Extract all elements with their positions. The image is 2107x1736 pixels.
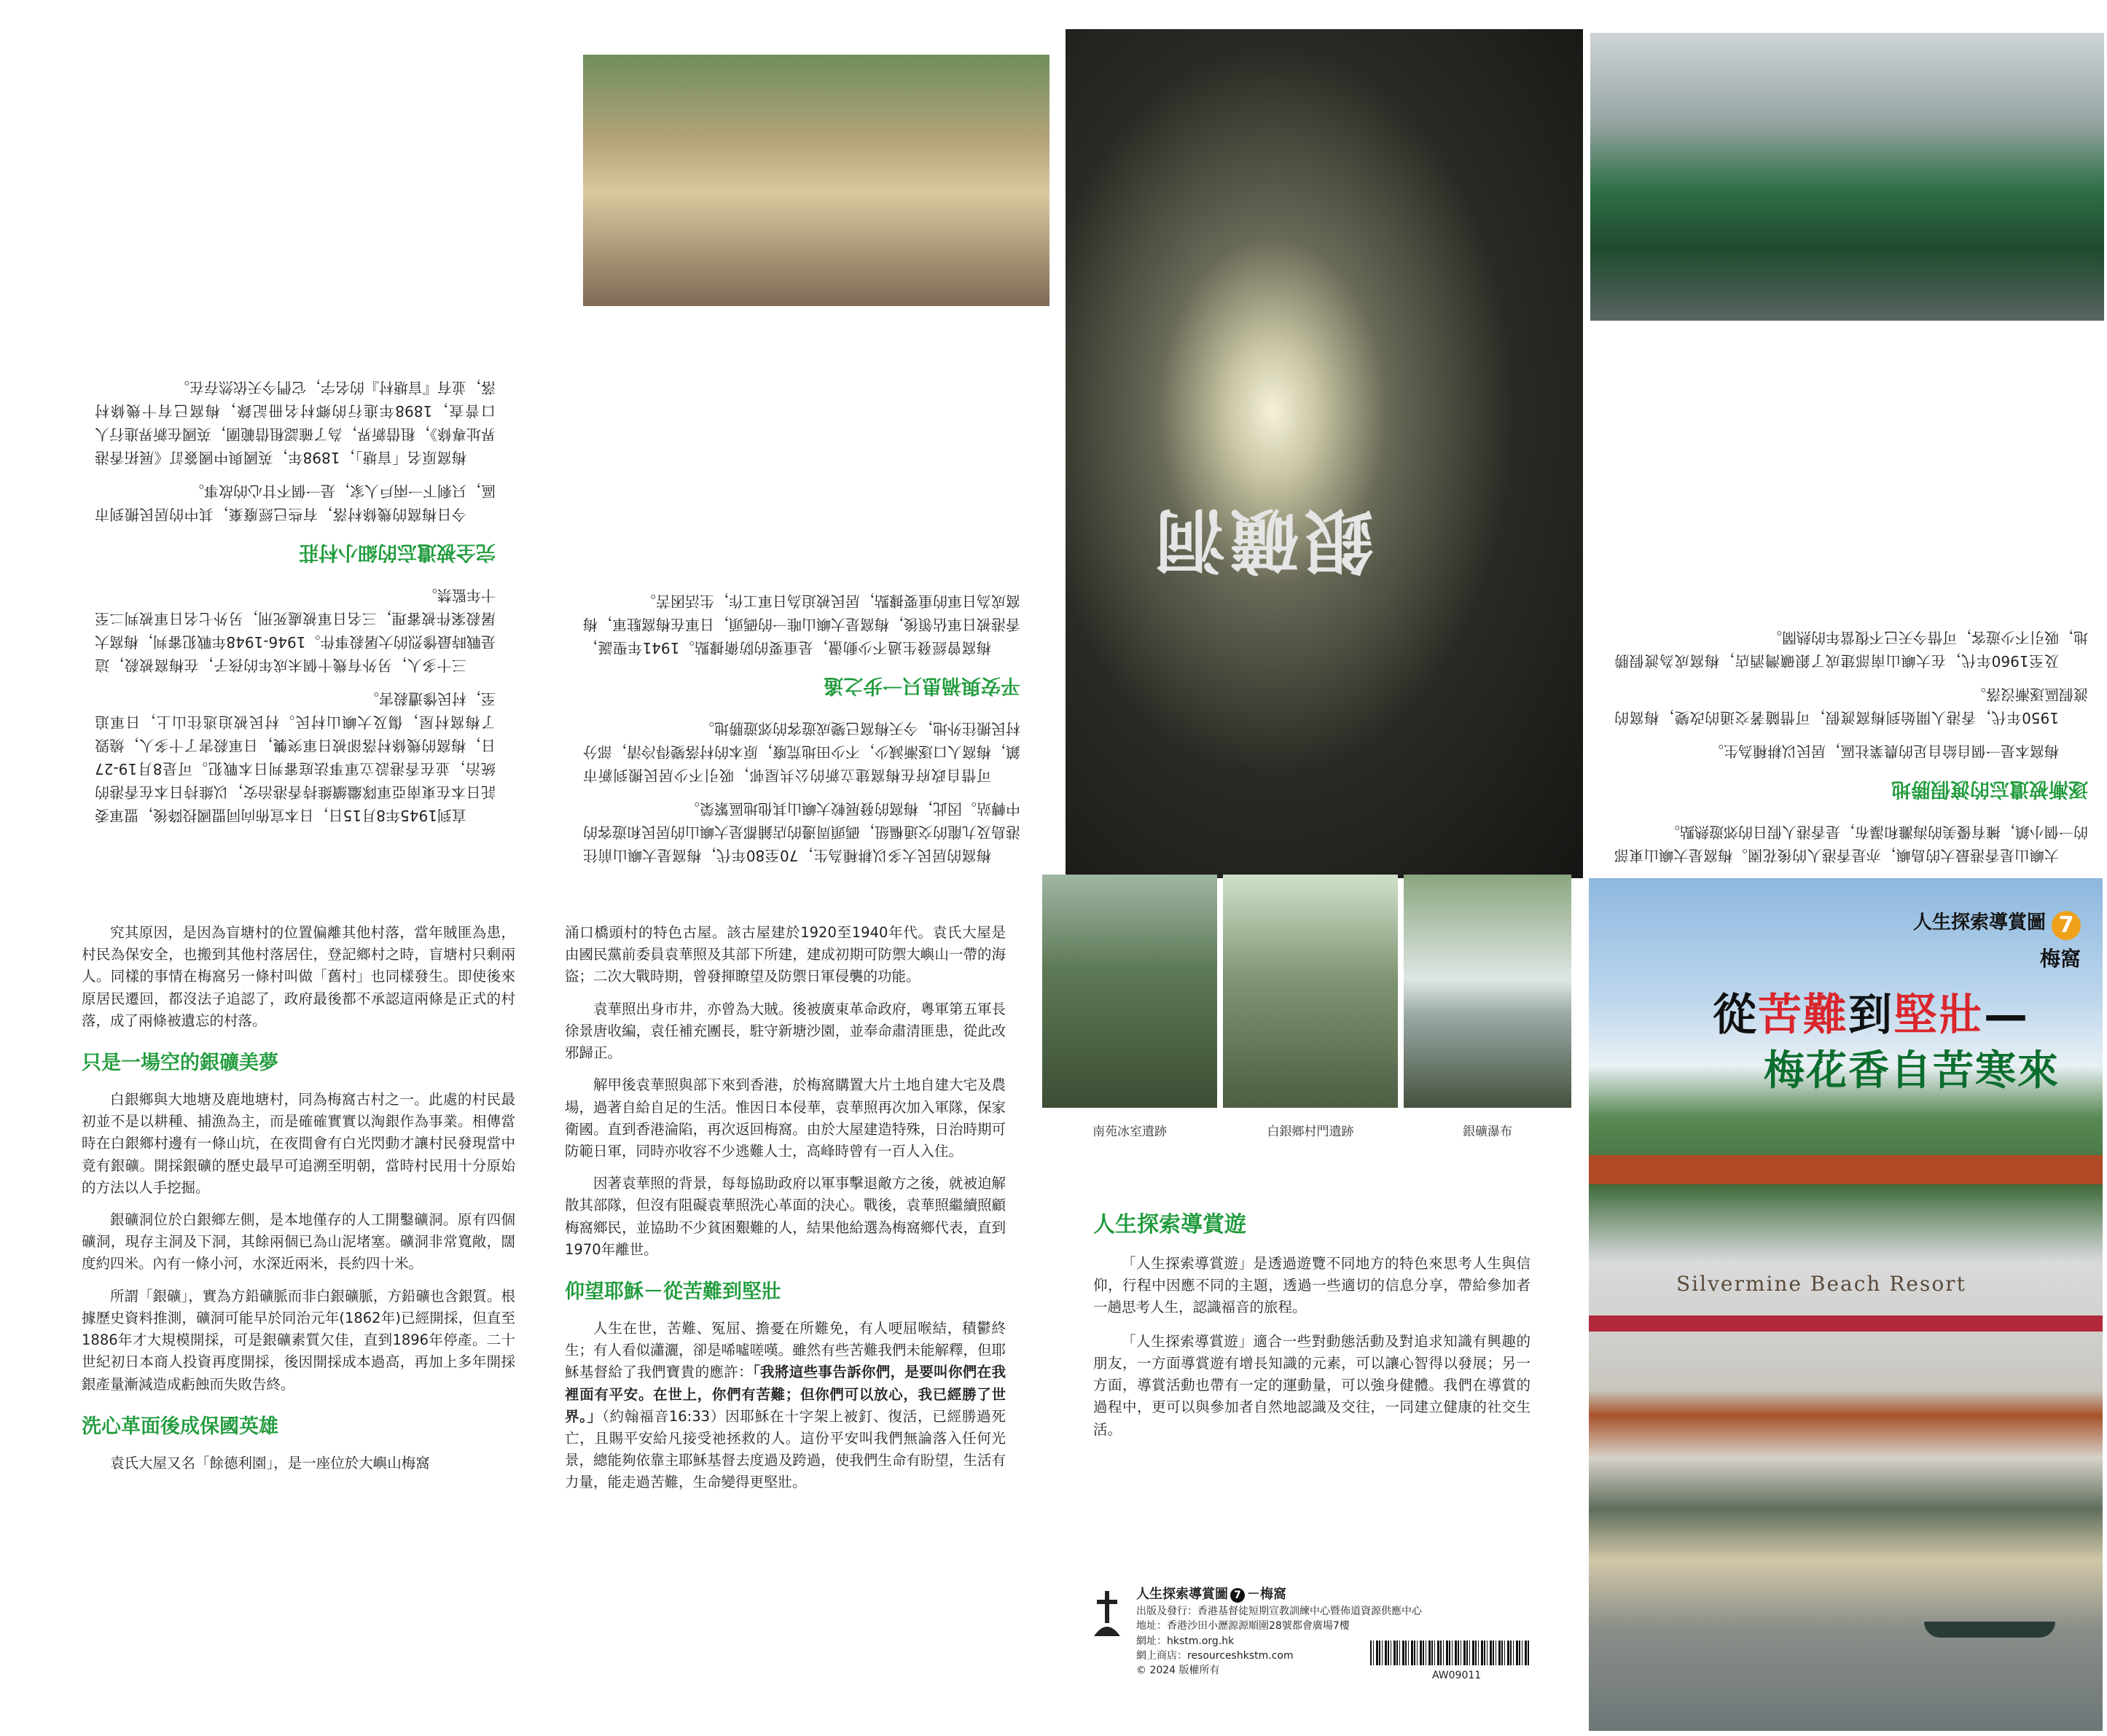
rotated-heading-resort: 逐漸被遺忘的渡假勝地 — [1891, 778, 2088, 800]
title-part: 從 — [1713, 990, 1758, 1041]
imprint-title-prefix: 人生探索導賞圖 — [1136, 1587, 1228, 1602]
column-b — [565, 922, 1006, 1724]
rotated-paragraph: 1950年代，香港人開始到梅窩渡假，可惜隨著交通的改變，梅窩的渡假區逐漸沒落。 — [1614, 685, 2088, 727]
nam-yuen-ice-house-ruins-photo — [1042, 875, 1217, 1108]
imprint-copyright: © 2024 版權所有 — [1136, 1665, 1220, 1677]
heading-patriot-hero: 洗心革面後成保國英雄 — [82, 1415, 278, 1438]
paragraph: 白銀鄉與大地塘及鹿地塘村，同為梅窩古村之一。此處的村民最初並不是以耕種、捕漁為主，而是確確實實以淘銀作為事業。相傳當時在白銀鄉村邊有一條山坑，在夜間會有白光閃動才讓村民發現當中竟有銀礦。開採銀礦的歷史最早可追溯至明朝，當時村民用十分原始的方法以人手挖掘。 — [82, 1090, 515, 1196]
rotated-column-3 — [1600, 321, 2103, 875]
caption-village-gate: 白銀鄉村門遺跡 — [1267, 1125, 1354, 1139]
title-part: 到 — [1848, 990, 1893, 1041]
resort-roof — [1589, 1155, 2103, 1184]
scripture-intro: 人生在世，苦難、冤屈、擔憂在所難免，有人哽屈喉結，積鬱終生；有人看似瀟灑，卻是唏噓嗟嘆。雖然有些苦難我們未能解釋，但耶穌基督給了我們寶貴的應許： — [565, 1319, 1006, 1381]
heading-look-to-jesus: 仰望耶穌－從苦難到堅壯 — [565, 1281, 781, 1304]
paragraph: 銀礦洞位於白銀鄉左側，是本地僅存的人工開鑿礦洞。原有四個礦洞，現存主洞及下洞，其餘兩個已為山泥堵塞。礦洞非常寬敞，闊度約四米。內有一條小河，水深近兩米，長約四十米。 — [82, 1211, 515, 1272]
paragraph: 袁氏大屋又名「餘德利園」，是一座位於大嶼山梅窩 — [110, 1454, 430, 1471]
resort-awning — [1589, 1315, 2103, 1332]
cover-series: 人生探索導賞圖 — [1912, 912, 2046, 934]
imprint-website: 網址：hkstm.org.hk — [1136, 1635, 1235, 1647]
rotated-paragraph: 梅窩的居民大多以耕種為生，70至80年代，梅窩是大嶼山前往港島及九龍的交通樞紐，碼頭周邊的店鋪都是大嶼山的居民和遊客的中轉站。因此，梅窩的發展較大嶼山其他地區繁榮。 — [583, 800, 1020, 864]
title-part-red: 堅壯 — [1893, 990, 1984, 1041]
rotated-paragraph: 大嶼山是香港最大的島嶼，亦是香港人的後花園。梅窩是大嶼山東部的一個小鎮，擁有優美的海灘和瀑布，是香港人假日的郊遊熱點。 — [1614, 824, 2088, 864]
rotated-paragraph: 直到1945年8月15日，日本宣佈向同盟國投降後，盟軍委託日本在東南亞軍隊繼續維持香港治安，以維持日本在香港的統治，並在香港設立軍事法庭審判日本戰犯。可是8月19-27日，梅窩的幾條村落卻被日軍突襲，日軍殺害了十多人，燒毀了梅窩村屋，傷及大嶼山村民。村民被迫逃往山上，日軍追至，村民慘遭殺害。 — [95, 690, 496, 824]
rotated-paragraph: 今日梅窩的幾條村落，有些已經廢棄，其中的居民搬到市區，只剩下一兩戶人家，是一個不甘心的故事。 — [95, 482, 496, 523]
boat — [1924, 1622, 2055, 1638]
village-houses-photo — [583, 55, 1049, 306]
cover-series-label — [1913, 907, 2081, 972]
imprint-title — [1136, 1585, 1541, 1604]
intro-paragraph: 「人生探索導賞遊」適合一些對動態活動及對追求知識有興趣的朋友，一方面導賞遊有增長知識的元素，可以讓心智得以發展；另一方面，導賞活動也帶有一定的運動量，可以強身健體。我們在導賞的過程中，更可以與參加者自然地認識及交往，一同建立健康的社交生活。 — [1093, 1332, 1531, 1438]
silver-mine-waterfall-photo — [1404, 875, 1571, 1108]
pak-ngan-heung-gate-photo — [1223, 875, 1398, 1108]
paragraph: 解甲後袁華照與部下來到香港，於梅窩購置大片土地自建大宅及農場，過著自給自足的生活。惟因日本侵華，袁華照再次加入軍隊，保家衛國。直到香港淪陷，再次返回梅窩。由於大屋建造特殊，日治時期可防範日軍，同時亦收容不少逃難人士，高峰時曾有一百人入住。 — [565, 1076, 1006, 1160]
rotated-paragraph: 及至1960年代，在大嶼山南部建成了銀礦灣酒店，梅窩成為渡假勝地，吸引不少遊客，可惜今天已不復當年的熱鬧。 — [1614, 628, 2088, 670]
imprint-number-badge: 7 — [1230, 1588, 1245, 1603]
product-code: AW09011 — [1432, 1670, 1482, 1681]
rotated-paragraph: 梅窩曾經發生過不少動盪，是重要的防衛據點。1941年聖誕，香港被日軍佔領後，梅窩是大嶼山唯一的碼頭，日軍在梅窩駐軍，梅窩成為日軍的重要據點，居民被迫為日軍工作，生活困苦。 — [583, 592, 1020, 657]
imprint-publisher: 出版及發行：香港基督徒短期宣教訓練中心暨佈道資源供應中心 — [1136, 1606, 1422, 1618]
resort-sign: Silvermine Beach Resort — [1676, 1272, 1966, 1296]
paragraph: 因著袁華照的背景，每每協助政府以軍事擊退敵方之後，就被迫解散其部隊，但沒有阻礙袁華照洗心革面的決心。戰後，袁華照繼續照顧梅窩鄉民，並協助不少貧困艱難的人，結果他給選為梅窩鄉代表，直到1970年離世。 — [565, 1175, 1006, 1258]
cover-place: 梅窩 — [2039, 946, 2081, 971]
silver-mine-cave-photo — [1066, 29, 1583, 878]
paragraph: 涌口橋頭村的特色古屋。該古屋建於1920至1940年代。袁氏大屋是由國民黨前委員袁華照及其部下所建，建成初期可防禦大嶼山一帶的海盜；二次大戰時期，曾發揮瞭望及防禦日軍侵襲的功能。 — [565, 924, 1006, 985]
caption-waterfall: 銀礦瀑布 — [1463, 1125, 1512, 1139]
cover-number-badge: 7 — [2052, 911, 2081, 940]
rotated-heading-peace: 平安與禍患只一步之遙 — [824, 674, 1020, 697]
rotated-paragraph: 可惜自政府在梅窩建立新的公共屋邨，吸引不少居民搬到新市鎮，梅窩人口逐漸減少，不少田地荒廢，原本的村落變得冷清，部分村民搬往外地，今天梅窩已變成遊客的郊遊勝地。 — [583, 720, 1020, 784]
rotated-heading-lost-villages: 完全被遺忘的細小村莊 — [299, 541, 496, 563]
paragraph: 究其原因，是因為盲塘村的位置偏離其他村落，當年賊匪為患，村民為保安全，也搬到其他村落居住，登記鄉村之時，盲塘村只剩兩人。同樣的事情在梅窩另一條村叫做「舊村」也同樣發生。即使後來原居民遷回，都沒法子追認了，政府最後都不承認這兩條是正式的村落，成了兩條被遺忘的村落。 — [82, 924, 515, 1029]
bus-terminus-photo — [1590, 33, 2104, 321]
imprint-address: 地址：香港沙田小瀝源源順圍28號都會廣場7樓 — [1136, 1620, 1350, 1633]
caption-ice-house: 南苑冰室遺跡 — [1092, 1125, 1167, 1139]
scripture-reflection: （約翰福音16:33）因耶穌在十字架上被釘、復活，已經勝過死亡，且賜平安給凡接受祂拯救的人。這份平安叫我們無論落入任何光景，總能夠依靠主耶穌基督去度過及跨過，使我們生命有盼望，生活有力量，能走過苦難，生命變得更堅壯。 — [565, 1407, 1006, 1491]
rotated-paragraph: 梅窩本是一個自給自足的農業社區，居民以耕種為生。 — [1709, 742, 2059, 760]
intro-section — [1093, 1206, 1531, 1483]
heading-silver-mine-dream: 只是一場空的銀礦美夢 — [82, 1052, 278, 1075]
paragraph-scripture — [565, 1318, 1006, 1494]
rotated-paragraph: 梅窩原名「盲塘」，1898年，英國與中國簽訂《展拓香港界址專條》，租借新界，為了確認租借範圍，英國在新界進行人口普查，1898年進行的鄉村名冊記錄，梅窩已有十幾條村落，並有『盲塘村』的名字，它們今天依然存在。 — [95, 378, 496, 466]
paragraph: 袁華照出身市井，亦曾為大賊。後被廣東革命政府，粵軍第五軍長徐景唐收編，袁任補充團長，駐守新塘沙園，並奉命肅清匪患，從此改邪歸正。 — [565, 1000, 1006, 1062]
rotated-column-2 — [568, 321, 1035, 875]
rotated-column-1 — [80, 40, 510, 834]
cover-title — [1713, 980, 2092, 1043]
cover-photo-silvermine-beach — [1589, 878, 2103, 1731]
scripture-quote: 「我將這些事告訴你們，是要叫你們在我裡面有平安。在世上，你們有苦難；但你們可以放心，我已經勝了世界。」 — [565, 1364, 1006, 1425]
paragraph: 所謂「銀礦」，實為方鉛礦脈而非白銀礦脈，方鉛礦也含銀質。根據歷史資料推測，礦洞可能早於同治元年(1862年)已經開採，但直至1886年才大規模開採，可是銀礦素質欠佳，直到1896年停產。二十世紀初日本商人投資再度開採，後因開採成本過高，再加上多年開採銀產量漸減造成虧蝕而失敗告終。 — [82, 1287, 515, 1393]
intro-paragraph: 「人生探索導賞遊」是透過遊覽不同地方的特色來思考人生與信仰，行程中因應不同的主題，透過一些適切的信息分享，帶給參加者一趟思考人生，認識福音的旅程。 — [1093, 1255, 1531, 1316]
title-part-red: 苦難 — [1758, 990, 1848, 1041]
imprint-title-suffix: －梅窩 — [1247, 1587, 1286, 1602]
imprint-block — [1090, 1585, 1541, 1702]
title-dash: — — [1984, 990, 2029, 1041]
barcode — [1370, 1641, 1531, 1665]
publisher-logo-icon — [1090, 1588, 1125, 1639]
rotated-paragraph: 三十多人，另外有幾十個未成年的孩子，在梅窩被殺，這是戰時最慘烈的大屠殺事件。1946-1948年戰犯審判，梅窩大屠殺案件被審理，三名日軍被處死刑，另外七名日軍被判二至十年監禁。 — [95, 587, 496, 674]
column-a — [82, 922, 515, 1724]
imprint-shop: 網上商店：resourceshkstm.com — [1136, 1649, 1294, 1662]
cover-subtitle: 梅花香自苦寒來 — [1764, 1047, 2060, 1095]
cave-stamp-label: 銀礦洞 — [1151, 499, 1374, 581]
intro-title: 人生探索導賞遊 — [1093, 1212, 1246, 1238]
